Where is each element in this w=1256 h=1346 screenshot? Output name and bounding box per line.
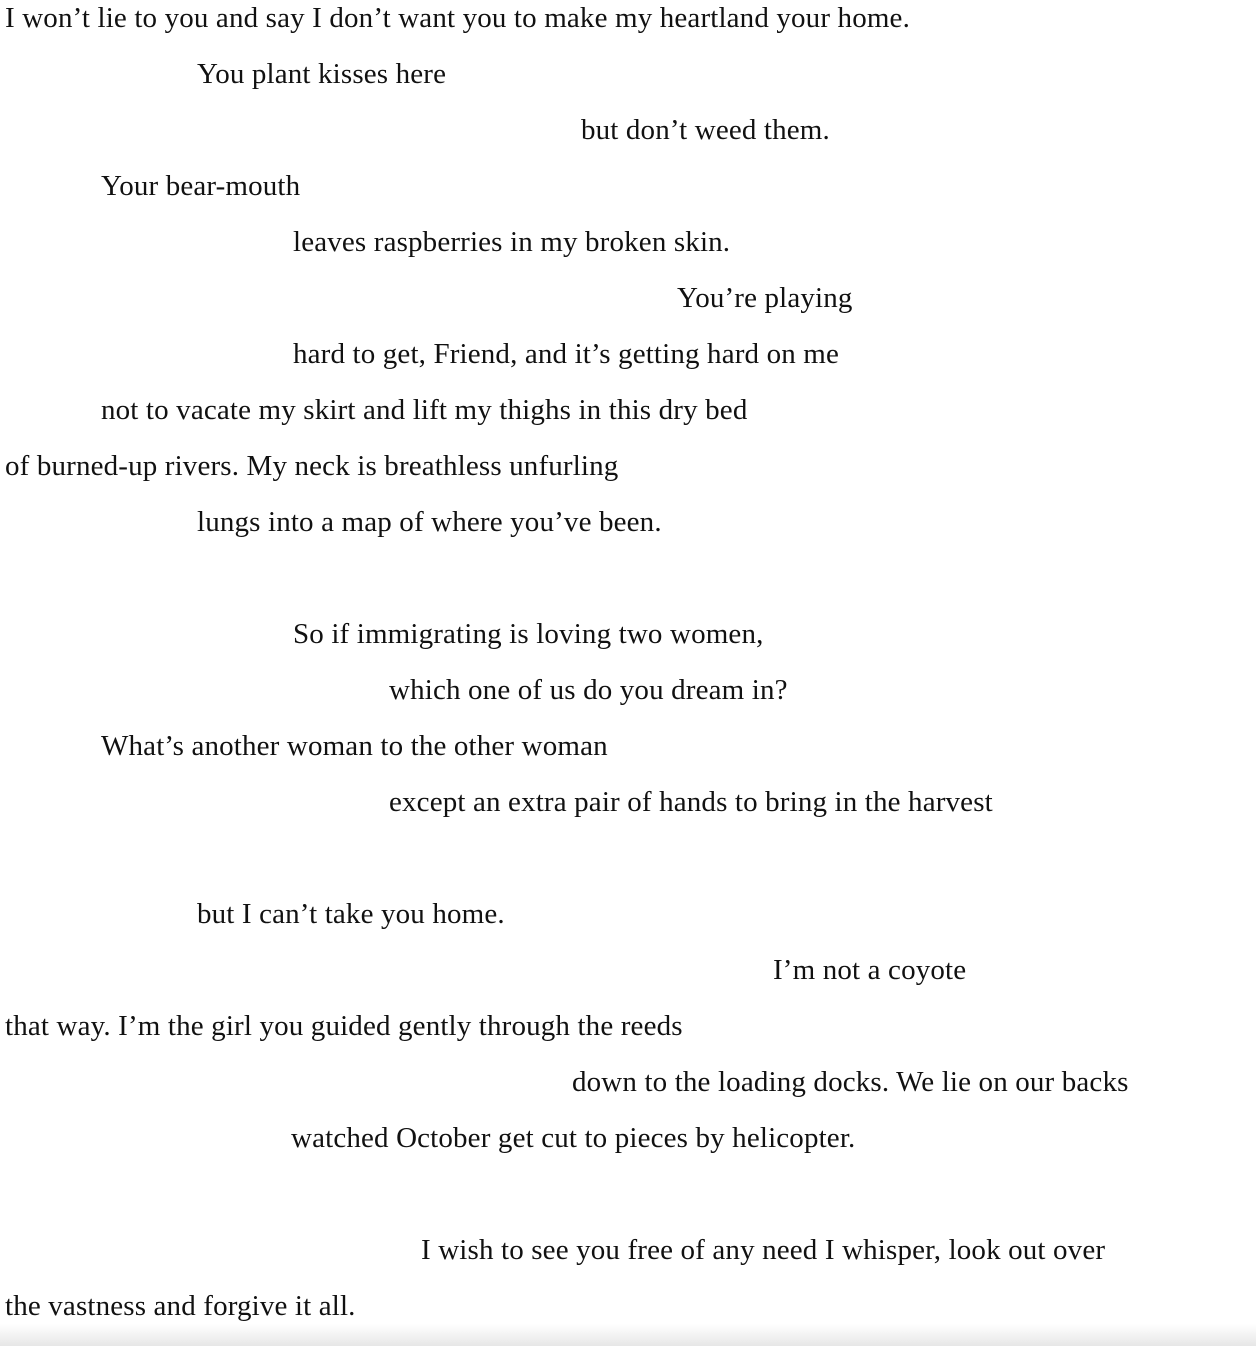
poem-line-20: I wish to see you free of any need I whisper, look out over xyxy=(421,1234,1106,1266)
poem-line-7: hard to get, Friend, and it’s getting hard on me xyxy=(293,338,840,370)
bottom-edge-shadow xyxy=(0,1324,1256,1346)
poem-line-19: watched October get cut to pieces by helicopter. xyxy=(291,1122,856,1154)
poem-line-18: down to the loading docks. We lie on our backs xyxy=(572,1066,1129,1098)
poem-line-12: which one of us do you dream in? xyxy=(389,674,788,706)
poem-line-14: except an extra pair of hands to bring in the harvest xyxy=(389,786,993,818)
poem-line-4: Your bear-mouth xyxy=(101,170,301,202)
poem-line-6: You’re playing xyxy=(677,282,853,314)
poem-line-3: but don’t weed them. xyxy=(581,114,830,146)
poem-line-21: the vastness and forgive it all. xyxy=(5,1290,356,1322)
poem-line-5: leaves raspberries in my broken skin. xyxy=(293,226,731,258)
poem-line-10: lungs into a map of where you’ve been. xyxy=(197,506,662,538)
poem-line-13: What’s another woman to the other woman xyxy=(101,730,608,762)
poem-line-2: You plant kisses here xyxy=(197,58,447,90)
poem-line-17: that way. I’m the girl you guided gently through the reeds xyxy=(5,1010,683,1042)
poem-line-11: So if immigrating is loving two women, xyxy=(293,618,764,650)
poem-line-9: of burned-up rivers. My neck is breathless unfurling xyxy=(5,450,619,482)
poem-line-1: I won’t lie to you and say I don’t want you to make my heartland your home. xyxy=(5,2,910,34)
poem-line-16: I’m not a coyote xyxy=(773,954,967,986)
poem-line-8: not to vacate my skirt and lift my thighs in this dry bed xyxy=(101,394,748,426)
poem-line-15: but I can’t take you home. xyxy=(197,898,505,930)
